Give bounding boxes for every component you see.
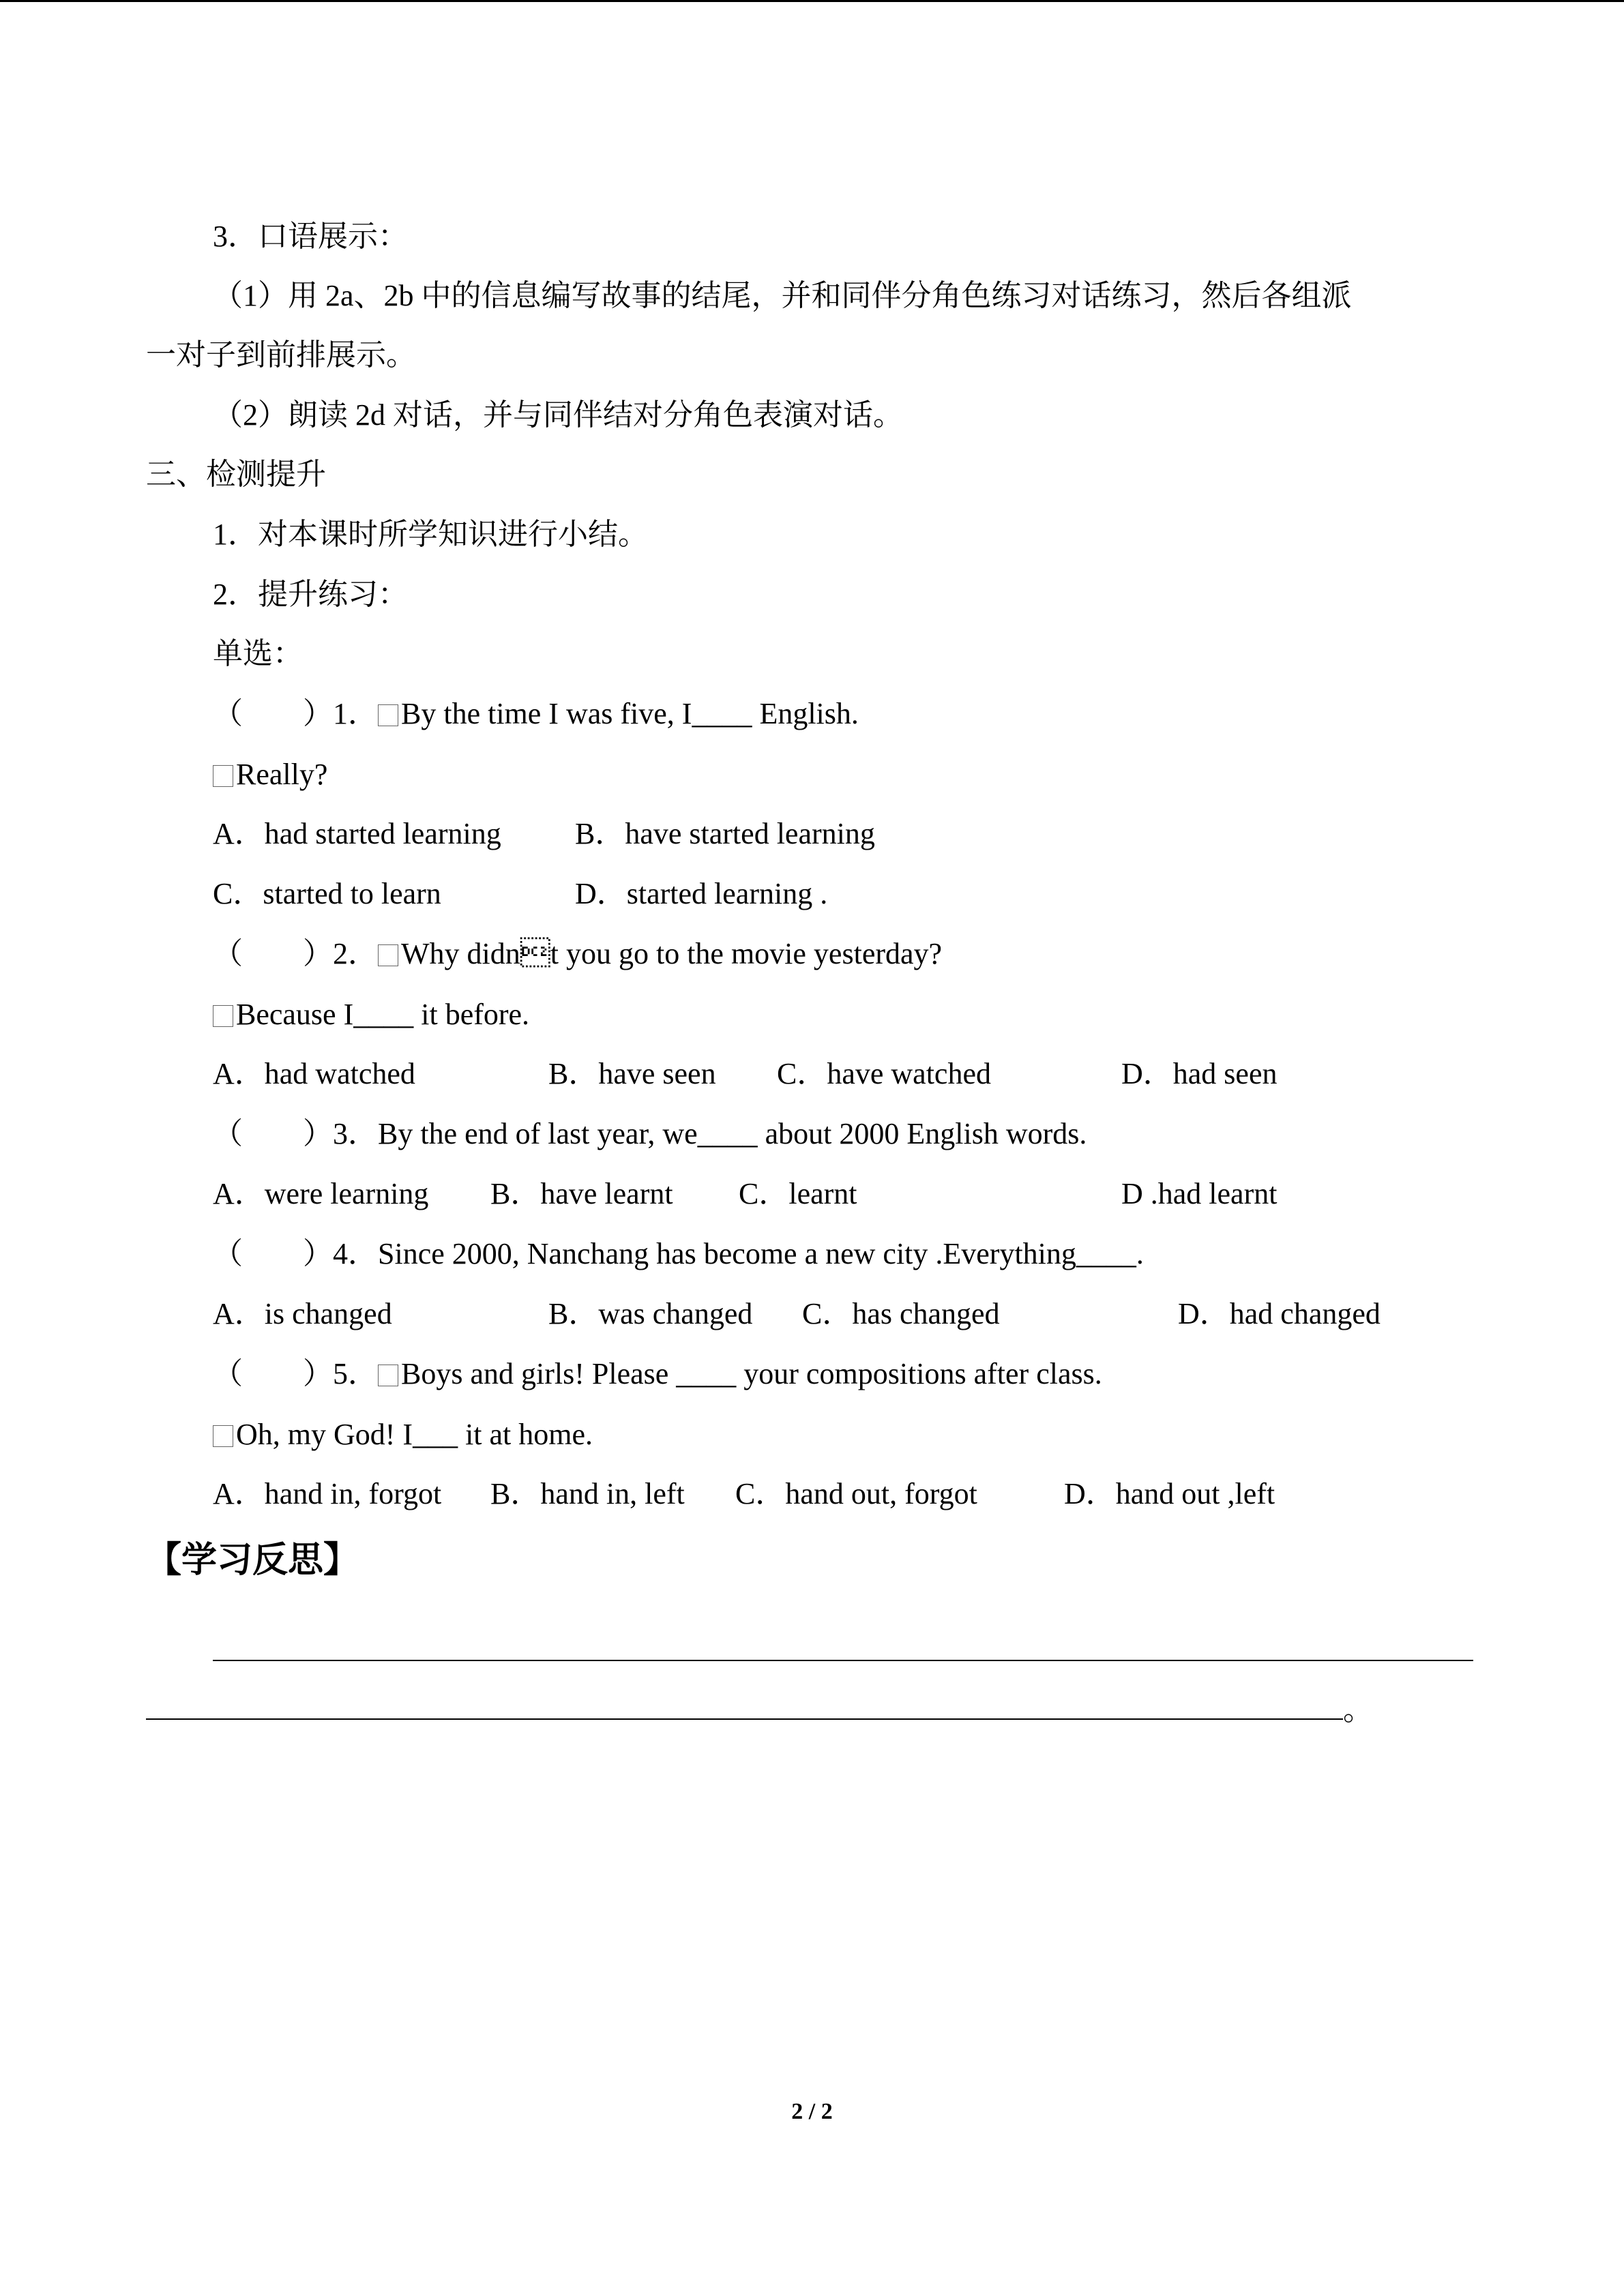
question-2-reply xyxy=(213,994,529,1035)
question-3-option-d: D .had learnt xyxy=(1121,1177,1278,1210)
section3-title: 3．口语展示： xyxy=(213,220,408,253)
question-1-option-c: C．started to learn xyxy=(213,877,441,910)
missing-glyph-icon xyxy=(378,704,398,726)
part3-title: 三、检测提升 xyxy=(146,458,326,491)
question-5-text: Boys and girls! Please ____ your compositions after class. xyxy=(401,1357,1102,1390)
missing-glyph-icon xyxy=(213,1425,233,1447)
question-1-option-a: A．had started learning xyxy=(213,817,501,850)
missing-glyph-icon xyxy=(378,1365,398,1386)
question-4-option-c: C．has changed xyxy=(802,1297,1000,1330)
section3-item2: （2）朗读 2d 对话，并与同伴结对分角色表演对话。 xyxy=(213,398,903,432)
question-5-stem: （ ）5． xyxy=(213,1357,378,1390)
part3-single-choice: 单选： xyxy=(213,637,303,670)
reflection-answer-line-1 xyxy=(213,1660,1473,1661)
question-5-reply xyxy=(213,1414,593,1455)
question-1-text: By the time I was five, I____ English. xyxy=(401,697,859,730)
question-5-option-c: C．hand out, forgot xyxy=(735,1477,977,1510)
part3-practice: 2．提升练习： xyxy=(213,578,408,611)
part3-summary: 1．对本课时所学知识进行小结。 xyxy=(213,518,648,551)
question-4: （ ）4．Since 2000, Nanchang has become a new city .Everything____. xyxy=(213,1237,1144,1270)
question-3: （ ）3．By the end of last year, we____ about 2000 English words. xyxy=(213,1117,1087,1150)
missing-glyph-icon xyxy=(378,944,398,966)
missing-glyph-icon xyxy=(213,1005,233,1027)
question-3-option-a: A．were learning xyxy=(213,1177,429,1210)
reflection-answer-line-2 xyxy=(146,1718,1343,1720)
section3-item1-line2: 一对子到前排展示。 xyxy=(146,338,416,372)
question-5-reply-text: Oh, my God! I___ it at home. xyxy=(236,1418,593,1451)
question-1 xyxy=(213,694,859,734)
question-1-reply-text: Really? xyxy=(236,758,328,791)
question-2-option-c: C．have watched xyxy=(777,1057,991,1090)
question-4-option-a: A．is changed xyxy=(213,1297,392,1330)
question-4-option-b: B．was changed xyxy=(548,1297,753,1330)
question-4-option-d: D．had changed xyxy=(1178,1297,1381,1330)
question-1-reply xyxy=(213,754,327,795)
question-2-option-d: D．had seen xyxy=(1121,1057,1278,1090)
question-5-option-b: B．hand in, left xyxy=(490,1477,685,1510)
question-5 xyxy=(213,1354,1102,1395)
reflection-end-mark: 。 xyxy=(1343,1693,1373,1727)
question-2-reply-text: Because I____ it before. xyxy=(236,998,530,1031)
question-2-option-b: B．have seen xyxy=(548,1057,716,1090)
question-3-option-b: B．have learnt xyxy=(490,1177,673,1210)
missing-glyph-icon xyxy=(213,765,233,787)
page-top-border xyxy=(0,0,1624,2)
page-number: 2 / 2 xyxy=(791,2099,833,2124)
reflection-heading: 【学习反思】 xyxy=(146,1540,359,1581)
question-2-option-a: A．had watched xyxy=(213,1057,415,1090)
question-5-option-d: D．hand out ,left xyxy=(1064,1477,1275,1510)
question-1-stem: （ ）1． xyxy=(213,697,378,730)
question-2 xyxy=(213,934,942,974)
question-1-option-b: B．have started learning xyxy=(575,817,875,850)
question-1-option-d: D．started learning . xyxy=(575,877,828,910)
question-2-stem: （ ）2． xyxy=(213,937,378,970)
question-2-text: Why didnt you go to the movie yesterday? xyxy=(401,937,943,970)
section3-item1-line1: （1）用 2a、2b 中的信息编写故事的结尾，并和同伴分角色练习对话练习，然后各组派 xyxy=(213,279,1352,312)
question-5-option-a: A．hand in, forgot xyxy=(213,1477,442,1510)
question-3-option-c: C．learnt xyxy=(739,1177,857,1210)
